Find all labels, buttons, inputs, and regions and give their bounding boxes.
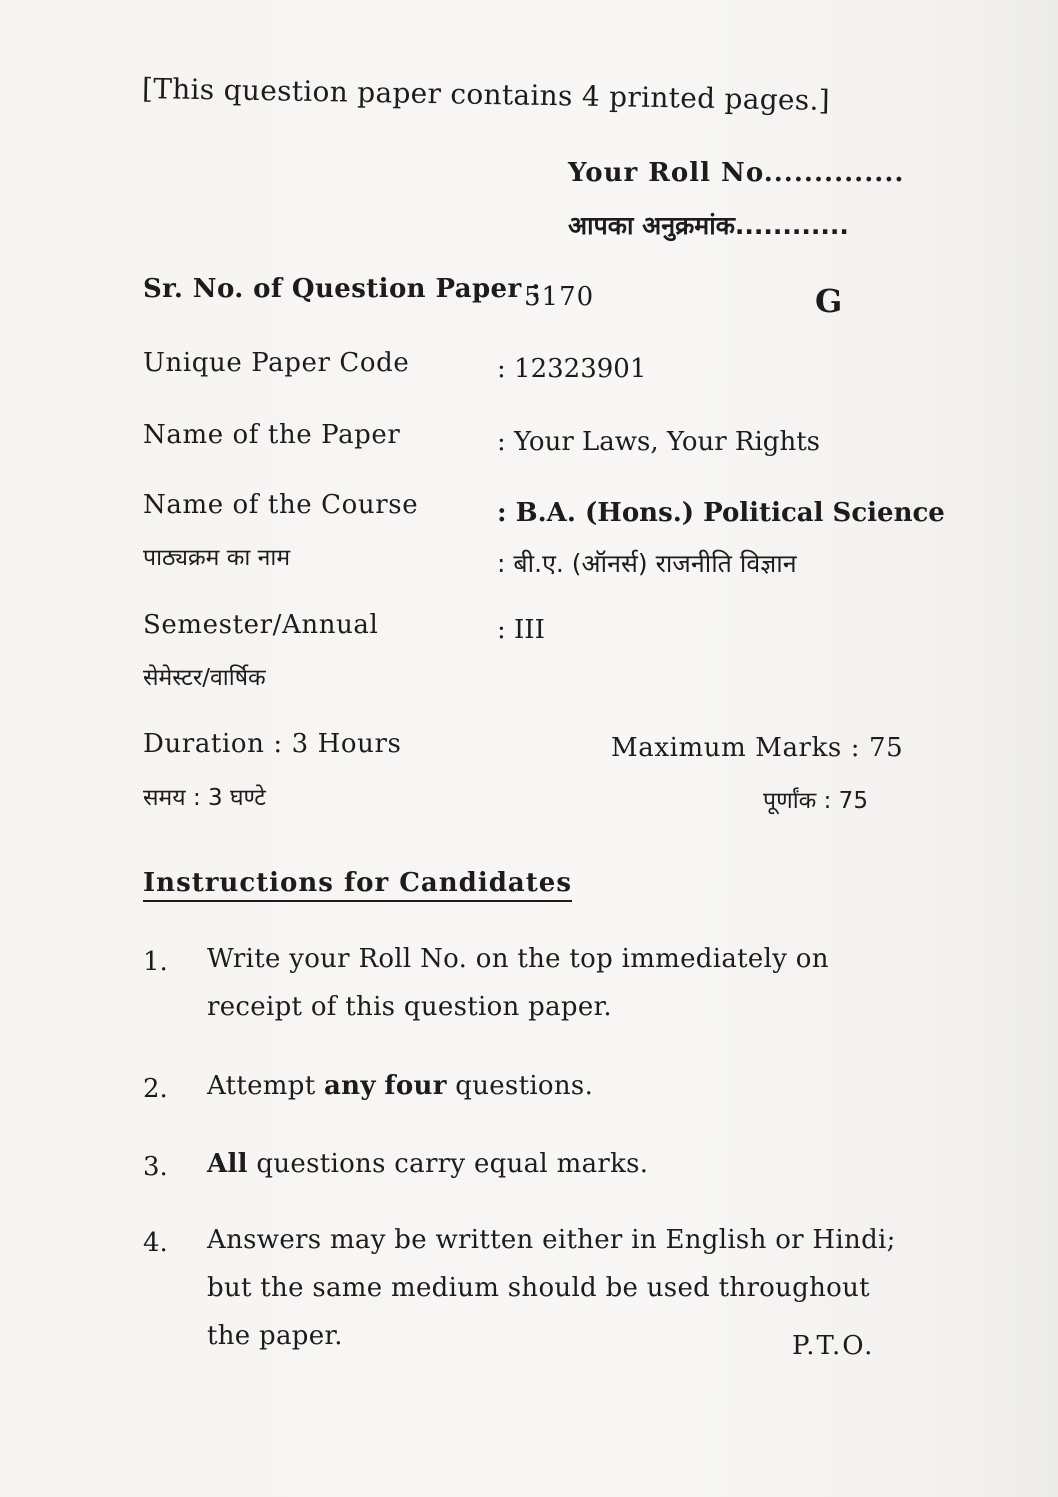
sr-no-label: Sr. No. of Question Paper : xyxy=(143,274,542,304)
paper-name-label: Name of the Paper xyxy=(143,420,401,450)
instruction-number: 1. xyxy=(143,947,168,977)
course-name-value-hindi: : बी.ए. (ऑनर्स) राजनीति विज्ञान xyxy=(497,549,797,578)
sr-no-value: 5170 xyxy=(524,282,595,312)
instruction-item-1: Write your Roll No. on the top immediately on receipt of this question paper. xyxy=(207,944,829,1022)
unique-paper-code-label: Unique Paper Code xyxy=(143,348,410,378)
maximum-marks-label: Maximum Marks : 75 xyxy=(611,733,904,763)
semester-label: Semester/Annual xyxy=(143,610,379,640)
duration-label-hindi: समय : 3 घण्टे xyxy=(143,785,266,811)
instruction-number: 4. xyxy=(143,1228,168,1258)
instruction-item-2: Attempt any four questions. xyxy=(207,1071,594,1101)
course-name-value: : B.A. (Hons.) Political Science xyxy=(497,498,945,528)
unique-paper-code-value: : 12323901 xyxy=(497,354,647,384)
course-name-label: Name of the Course xyxy=(143,490,419,520)
instruction-number: 2. xyxy=(143,1074,168,1104)
page-count-note: [This question paper contains 4 printed pages.] xyxy=(141,71,831,118)
roll-number-field: Your Roll No.............. xyxy=(568,158,905,188)
please-turn-over: P.T.O. xyxy=(792,1331,875,1361)
paper-set-grade: G xyxy=(815,282,843,320)
course-name-label-hindi: पाठ्यक्रम का नाम xyxy=(143,545,291,571)
maximum-marks-label-hindi: पूर्णांक : 75 xyxy=(763,788,868,814)
paper-name-value: : Your Laws, Your Rights xyxy=(497,427,820,457)
semester-value: : III xyxy=(497,615,545,645)
duration-label: Duration : 3 Hours xyxy=(143,729,402,759)
instructions-heading: Instructions for Candidates xyxy=(143,868,572,902)
semester-label-hindi: सेमेस्टर/वार्षिक xyxy=(143,665,266,691)
page-edge-shadow xyxy=(968,0,1058,1497)
instruction-number: 3. xyxy=(143,1152,168,1182)
roll-number-field-hindi: आपका अनुक्रमांक............ xyxy=(568,211,849,240)
instruction-item-4: Answers may be written either in English or Hindi; but the same medium should be used throughout the paper. xyxy=(207,1225,896,1351)
instruction-item-3: All questions carry equal marks. xyxy=(207,1149,649,1179)
